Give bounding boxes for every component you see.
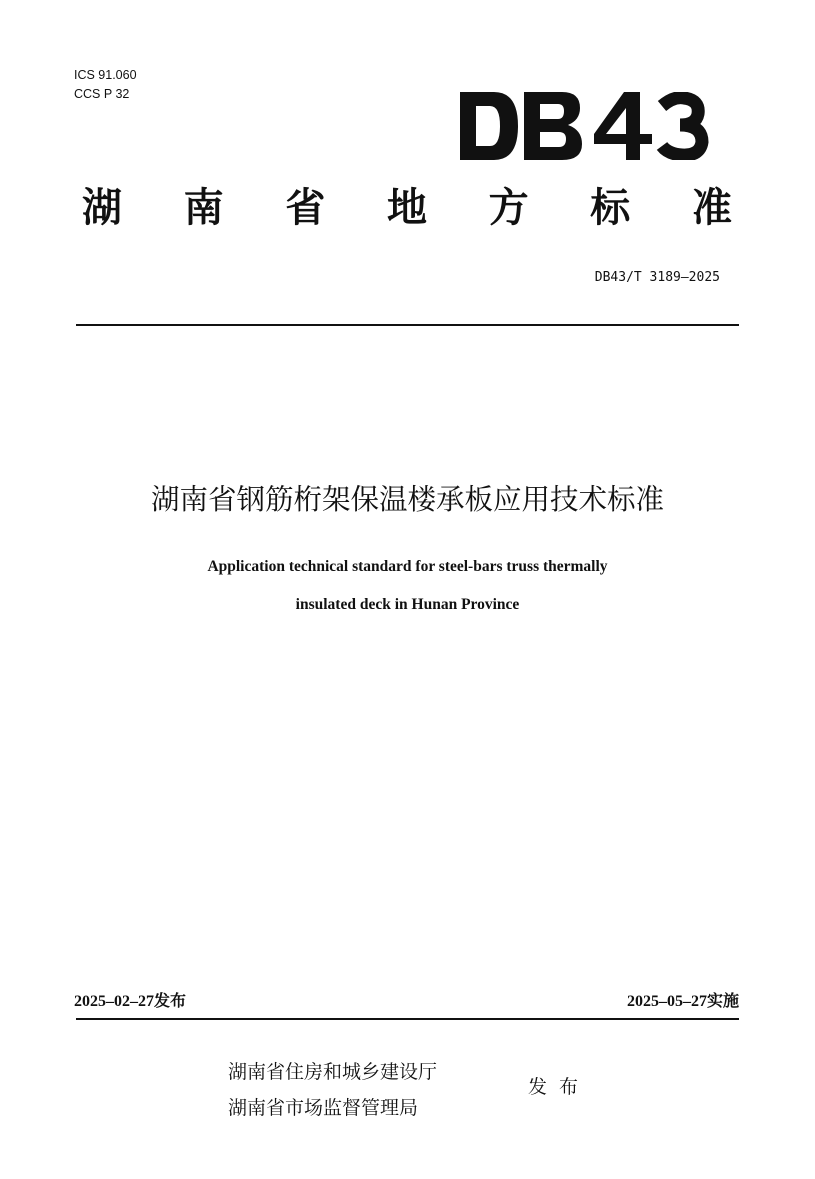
issue-date: 2025–02–27发布: [74, 993, 187, 1010]
heading-char: 方: [488, 185, 529, 231]
heading-char: 标: [590, 185, 631, 231]
ccs-code: CCS P 32: [74, 87, 130, 101]
document-title-cn: 湖南省钢筋桁架保温楼承板应用技术标准: [150, 483, 664, 516]
publisher-line: 湖南省住房和城乡建设厅: [228, 1061, 438, 1083]
heading-char: 准: [691, 185, 732, 231]
ics-code: ICS 91.060: [74, 68, 137, 82]
heading-char: 湖: [82, 185, 122, 231]
province-local-standard-heading: [82, 180, 732, 236]
heading-char: 南: [183, 185, 224, 231]
classification-block: [74, 66, 137, 104]
publishers-block: [228, 1054, 437, 1126]
publisher-line: 湖南省市场监督管理局: [228, 1097, 419, 1119]
document-title-en: [0, 548, 815, 624]
standard-code: DB43/T 3189—2025: [594, 270, 720, 285]
heading-char: 地: [386, 185, 427, 231]
heading-char: 省: [285, 185, 326, 231]
implementation-date: 2025–05–27实施: [626, 993, 739, 1010]
title-en-line: Application technical standard for steel-bars truss thermally: [207, 558, 608, 575]
bottom-divider: [76, 1018, 739, 1020]
db43-logo: [460, 92, 710, 160]
top-divider: [76, 324, 739, 326]
title-en-line: insulated deck in Hunan Province: [295, 596, 520, 613]
publish-label: 发布: [528, 1076, 591, 1098]
